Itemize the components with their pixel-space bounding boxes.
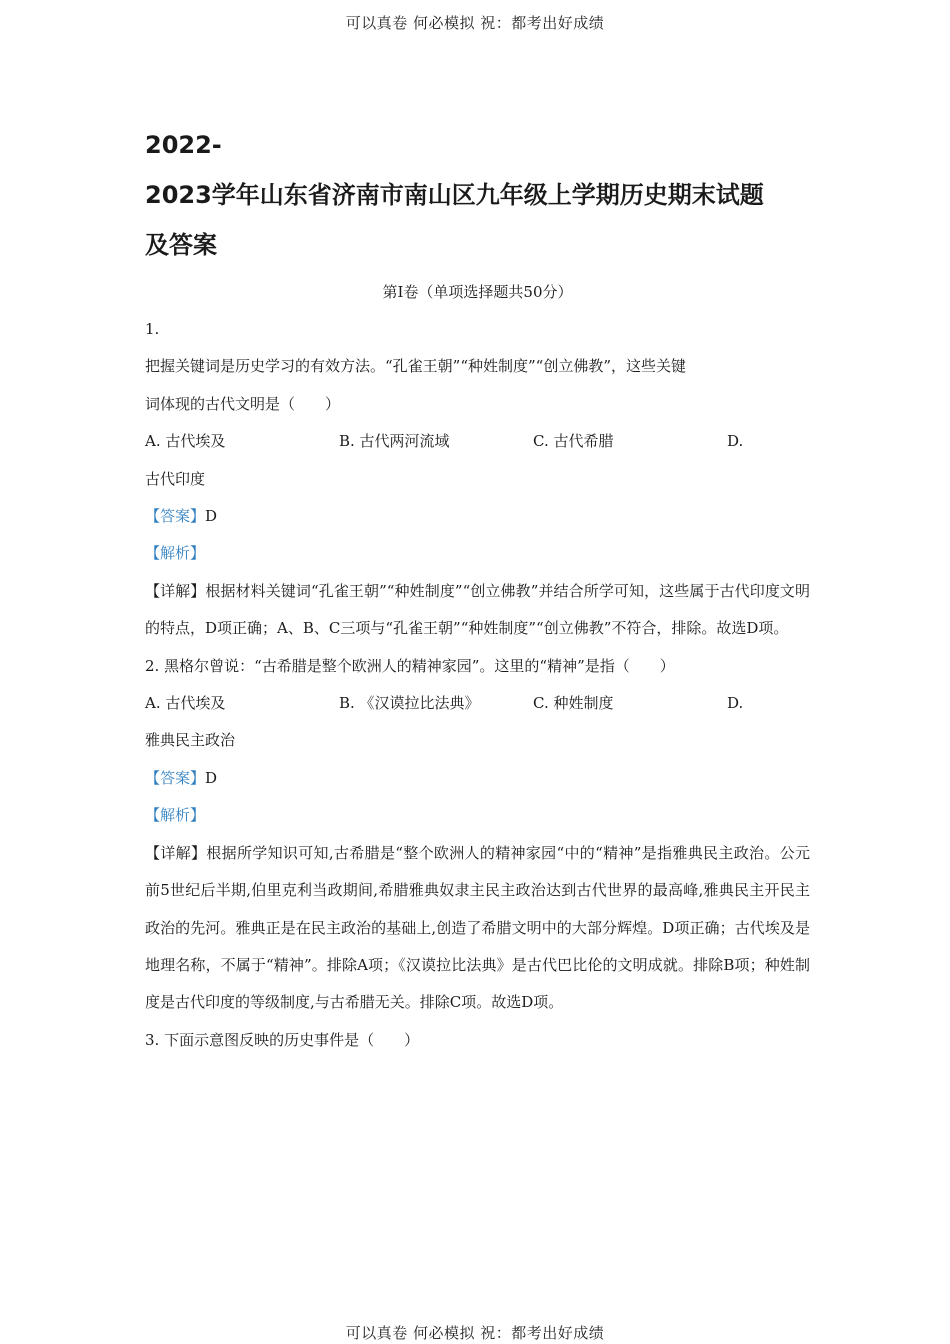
answer-line <box>145 760 810 797</box>
document-title <box>145 120 810 270</box>
answer-tag: 【答案】 <box>145 507 206 526</box>
title-line-3: 及答案 <box>145 231 217 259</box>
option-c: C. 古代希腊 <box>533 432 614 451</box>
answer-line <box>145 498 810 535</box>
option-d: D. <box>727 694 744 713</box>
answer-value: D <box>205 507 218 526</box>
option-d-text: 古代印度 <box>145 469 206 488</box>
detail-explanation: 【详解】根据材料关键词“孔雀王朝”“种姓制度”“创立佛教”并结合所学可知，这些属于古代印度文明的特点，D项正确；A、B、C三项与“孔雀王朝”“种姓制度”“创立佛教”不符合，排除。故选D项。 <box>145 581 810 638</box>
question-2 <box>145 648 810 1022</box>
page-footer: 可以真卷 何必模拟 祝：都考出好成绩 <box>345 1324 605 1342</box>
page-header: 可以真卷 何必模拟 祝：都考出好成绩 <box>345 14 605 32</box>
document-body <box>145 120 810 1059</box>
option-d: D. <box>727 432 744 451</box>
option-c: C. 种姓制度 <box>533 694 614 713</box>
analysis-tag: 【解析】 <box>145 806 206 825</box>
detail-explanation: 【详解】根据所学知识可知,古希腊是“整个欧洲人的精神家园“中的“精神”是指雅典民主政治。公元前5世纪后半期,伯里克利当政期间,希腊雅典奴隶主民主政治达到古代世界的最高峰,雅典民主开民主政治的先河。雅典正是在民主政治的基础上,创造了希腊文明中的大部分辉煌。D项正确；古代埃及是地理名称，不属于“精神”。排除A项；《汉谟拉比法典》是古代巴比伦的文明成就。排除B项；种姓制度是古代印度的等级制度,与古希腊无关。排除C项。故选D项。 <box>145 843 810 1012</box>
question-stem-line: 词体现的古代文明是（ ） <box>145 394 341 413</box>
title-line-2: 2023学年山东省济南市南山区九年级上学期历史期末试题 <box>145 181 764 209</box>
options-row <box>145 423 810 460</box>
question-3 <box>145 1022 810 1059</box>
question-stem-line: 3. 下面示意图反映的历史事件是（ ） <box>145 1030 420 1049</box>
analysis-tag: 【解析】 <box>145 544 206 563</box>
section-heading: 第Ⅰ卷（单项选择题共50分） <box>382 283 573 301</box>
answer-value: D <box>205 768 218 787</box>
title-line-1: 2022- <box>145 131 222 159</box>
option-b: B. 《汉谟拉比法典》 <box>339 694 480 713</box>
option-a: A. 古代埃及 <box>145 694 226 713</box>
option-d-text: 雅典民主政治 <box>145 731 236 750</box>
option-a: A. 古代埃及 <box>145 432 226 451</box>
question-stem-line: 把握关键词是历史学习的有效方法。“孔雀王朝”“种姓制度”“创立佛教”，这些关键 <box>145 357 687 376</box>
answer-tag: 【答案】 <box>145 768 206 787</box>
question-stem-line: 2. 黑格尔曾说：“古希腊是整个欧洲人的精神家园”。这里的“精神”是指（ ） <box>145 656 675 675</box>
option-b: B. 古代两河流域 <box>339 432 450 451</box>
question-number: 1. <box>145 320 160 338</box>
question-1 <box>145 311 810 648</box>
options-row <box>145 685 810 722</box>
